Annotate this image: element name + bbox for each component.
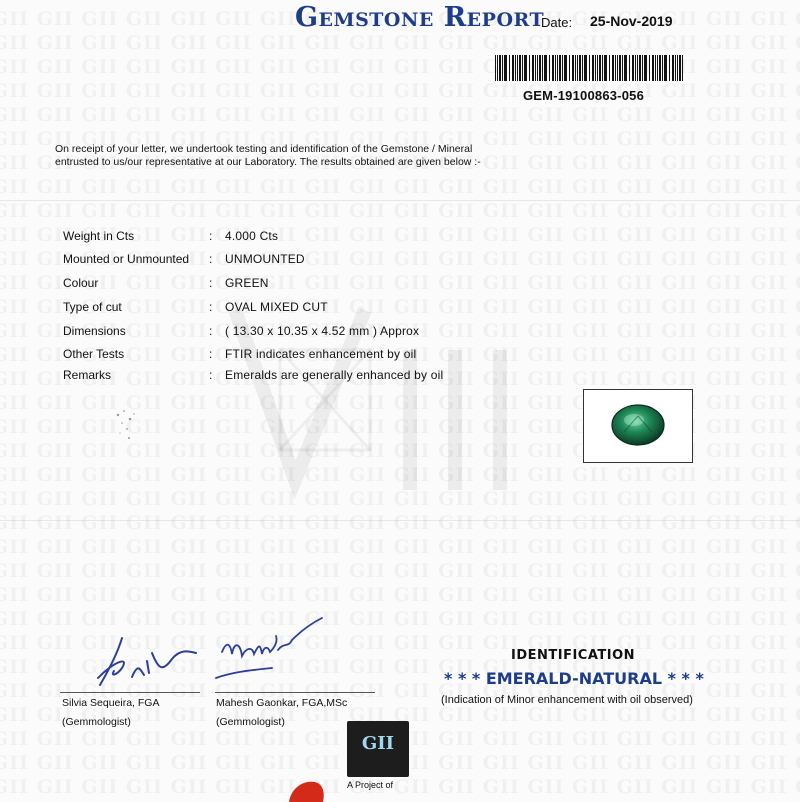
barcode-bar xyxy=(575,55,576,81)
signature-line-1 xyxy=(60,692,200,693)
signatory-1-name: Silvia Sequeira, FGA xyxy=(62,697,160,709)
barcode-bar xyxy=(595,55,596,81)
date-label: Date: xyxy=(541,15,573,30)
detail-colon: : xyxy=(209,324,213,338)
barcode-bar xyxy=(517,55,518,81)
barcode-bar xyxy=(592,55,594,81)
barcode-bar xyxy=(659,55,661,81)
signature-line-2 xyxy=(215,692,375,693)
report-title: Gemstone Report xyxy=(295,2,545,33)
project-of-label: A Project of xyxy=(347,780,394,790)
barcode-bar xyxy=(544,55,547,81)
barcode-bar xyxy=(669,55,670,81)
barcode-bar xyxy=(602,55,603,81)
identification-title: IDENTIFICATION xyxy=(511,648,636,663)
detail-colon: : xyxy=(209,276,213,290)
barcode-bar xyxy=(577,55,578,81)
barcode-bar xyxy=(572,55,574,81)
barcode-bar xyxy=(569,55,570,81)
barcode-bar xyxy=(652,55,654,81)
barcode-bar xyxy=(557,55,558,81)
barcode-bar xyxy=(552,55,554,81)
barcode-bar xyxy=(564,55,567,81)
detail-label: Remarks xyxy=(63,368,112,382)
barcode xyxy=(495,55,685,81)
emerald-gem-image xyxy=(584,390,692,462)
barcode-bar xyxy=(522,55,523,81)
report-number: GEM-19100863-056 xyxy=(523,88,644,103)
barcode-bar xyxy=(559,55,561,81)
barcode-bar xyxy=(675,55,676,81)
barcode-bar xyxy=(619,55,621,81)
print-specks xyxy=(110,405,145,443)
detail-value: UNMOUNTED xyxy=(225,252,305,266)
detail-colon: : xyxy=(209,229,213,243)
barcode-bar xyxy=(657,55,658,81)
barcode-bar xyxy=(532,55,534,81)
barcode-bar xyxy=(562,55,563,81)
barcode-bar xyxy=(635,55,636,81)
partner-logo-fragment xyxy=(285,778,325,802)
barcode-bar xyxy=(597,55,598,81)
signatory-2-name: Mahesh Gaonkar, FGA,MSc xyxy=(216,697,348,709)
signatory-1-role: (Gemmologist) xyxy=(62,716,131,728)
detail-label: Dimensions xyxy=(63,324,126,338)
identification-note: (Indication of Minor enhancement with oil observed) xyxy=(441,694,693,706)
barcode-bar xyxy=(499,55,501,81)
detail-colon: : xyxy=(209,347,213,361)
barcode-bar xyxy=(497,55,498,81)
barcode-bar xyxy=(504,55,507,81)
detail-label: Weight in Cts xyxy=(63,229,135,243)
signatory-2-role: (Gemmologist) xyxy=(216,716,285,728)
barcode-bar xyxy=(495,55,496,81)
barcode-bar xyxy=(615,55,616,81)
barcode-bar xyxy=(509,55,510,81)
barcode-bar xyxy=(604,55,607,81)
barcode-bar xyxy=(677,55,678,81)
detail-value: 4.000 Cts xyxy=(225,229,279,243)
seal-text: GII xyxy=(361,733,395,754)
barcode-bar xyxy=(579,55,581,81)
signature-mahesh xyxy=(212,612,328,687)
intro-line-2: entrusted to us/our representative at our Laboratory. The results obtained are given below :- xyxy=(55,156,481,168)
detail-label: Mounted or Unmounted xyxy=(63,252,190,266)
detail-label: Type of cut xyxy=(63,300,122,314)
gii-seal-logo xyxy=(347,721,409,777)
barcode-bar xyxy=(542,55,543,81)
barcode-bar xyxy=(624,55,627,81)
barcode-bar xyxy=(639,55,641,81)
intro-paragraph xyxy=(55,143,535,169)
barcode-bar xyxy=(512,55,514,81)
barcode-bar xyxy=(584,55,587,81)
detail-label: Colour xyxy=(63,276,99,290)
identification-result: * * * EMERALD-NATURAL * * * xyxy=(444,669,704,688)
detail-colon: : xyxy=(209,252,213,266)
detail-value: ( 13.30 x 10.35 x 4.52 mm ) Approx xyxy=(225,324,420,338)
barcode-bar xyxy=(502,55,503,81)
barcode-bar xyxy=(589,55,590,81)
detail-label: Other Tests xyxy=(63,347,125,361)
gemstone-photo-frame xyxy=(583,389,693,463)
detail-colon: : xyxy=(209,368,213,382)
barcode-bar xyxy=(644,55,647,81)
detail-value: FTIR indicates enhancement by oil xyxy=(225,347,417,361)
barcode-bar xyxy=(537,55,538,81)
barcode-bar xyxy=(612,55,614,81)
barcode-bar xyxy=(524,55,527,81)
barcode-bar xyxy=(679,55,681,81)
barcode-bar xyxy=(642,55,643,81)
barcode-bar xyxy=(649,55,650,81)
barcode-bar xyxy=(637,55,638,81)
barcode-bar xyxy=(672,55,674,81)
barcode-bar xyxy=(549,55,550,81)
detail-value: GREEN xyxy=(225,276,269,290)
signature-silvia xyxy=(92,633,202,693)
barcode-bar xyxy=(682,55,683,81)
barcode-bar xyxy=(664,55,667,81)
detail-value: Emeralds are generally enhanced by oil xyxy=(225,368,444,382)
barcode-bar xyxy=(609,55,610,81)
barcode-bar xyxy=(539,55,541,81)
barcode-bar xyxy=(519,55,521,81)
barcode-bar xyxy=(632,55,634,81)
barcode-bar xyxy=(535,55,536,81)
barcode-bar xyxy=(655,55,656,81)
detail-colon: : xyxy=(209,300,213,314)
intro-line-1: On receipt of your letter, we undertook testing and identification of the Gemstone / Mineral xyxy=(55,143,473,155)
barcode-bar xyxy=(599,55,601,81)
barcode-bar xyxy=(555,55,556,81)
barcode-bar xyxy=(662,55,663,81)
detail-value: OVAL MIXED CUT xyxy=(225,300,328,314)
barcode-bar xyxy=(617,55,618,81)
barcode-bar xyxy=(629,55,630,81)
barcode-bar xyxy=(529,55,530,81)
date-value: 25-Nov-2019 xyxy=(590,13,673,29)
barcode-bar xyxy=(582,55,583,81)
barcode-bar xyxy=(515,55,516,81)
barcode-bar xyxy=(622,55,623,81)
